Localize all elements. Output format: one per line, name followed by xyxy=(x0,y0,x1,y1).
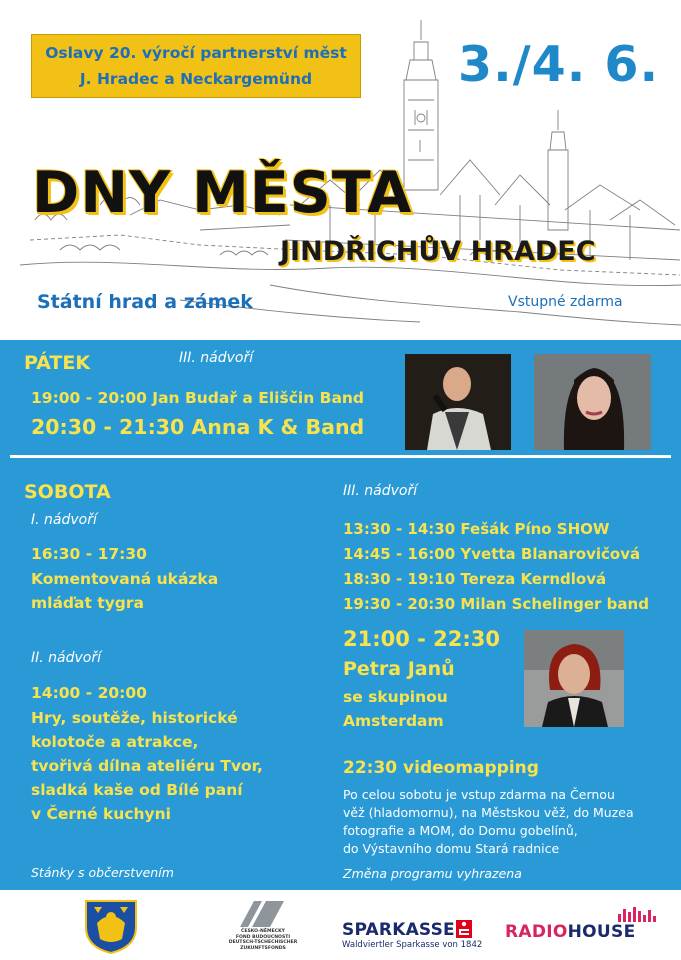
friday-heading: PÁTEK xyxy=(24,352,91,374)
radiohouse-word-a: RADIO xyxy=(505,922,568,942)
fund-line: FOND BUDOUCNOSTI xyxy=(235,934,291,940)
saturday-desc-2 xyxy=(31,706,263,826)
saturday-location-3: III. nádvoří xyxy=(343,483,418,499)
poster-title: DNY MĚSTA xyxy=(32,160,413,226)
saturday-desc-1-line: Komentovaná ukázka xyxy=(31,570,219,588)
saturday-location-1: I. nádvoří xyxy=(31,512,97,528)
saturday-desc-2-line: tvořivá dílna ateliéru Tvor, xyxy=(31,757,263,775)
venue-label: Státní hrad a zámek xyxy=(37,291,253,313)
free-entry-note-line: do Výstavního domu Stará radnice xyxy=(343,841,560,856)
free-entry-label: Vstupné zdarma xyxy=(508,294,623,310)
fund-line: DEUTSCH-TSCHECHISCHER xyxy=(228,940,298,946)
poster-subtitle: JINDŘICHŮV HRADEC xyxy=(280,236,596,267)
sparkasse-subtitle: Waldviertler Sparkasse von 1842 xyxy=(342,940,483,950)
photo-anna-k xyxy=(534,354,651,450)
saturday-event-3: 18:30 - 19:10 Tereza Kerndlová xyxy=(343,570,607,588)
saturday-time-1: 16:30 - 17:30 xyxy=(31,545,147,563)
friday-event-1: 19:00 - 20:00 Jan Budař a Eliščin Band xyxy=(31,389,365,407)
headline-artist: Petra Janů xyxy=(343,658,455,680)
saturday-time-2: 14:00 - 20:00 xyxy=(31,684,147,702)
fund-line: ZUKUNFTSFONDS xyxy=(240,945,286,951)
saturday-desc-2-line: v Černé kuchyni xyxy=(31,805,171,823)
saturday-location-2: II. nádvoří xyxy=(31,650,101,666)
photo-jan-budar xyxy=(405,354,511,450)
free-entry-note-line: věž (hladomornu), na Městskou věž, do Muzea xyxy=(343,805,634,820)
poster-header xyxy=(0,0,681,340)
saturday-heading: SOBOTA xyxy=(24,481,111,503)
fund-line: ČESKO-NĚMECKÝ xyxy=(240,929,286,934)
headline-time: 21:00 - 22:30 xyxy=(343,627,501,651)
coat-of-arms-icon xyxy=(82,897,140,955)
free-entry-note-line: Po celou sobotu je vstup zdarma na Černou xyxy=(343,787,615,802)
anniversary-line-2: J. Hradec a Neckargemünd xyxy=(79,70,313,88)
saturday-desc-2-line: sladká kaše od Bílé paní xyxy=(31,781,243,799)
future-fund-logo-icon xyxy=(232,899,292,929)
anniversary-badge xyxy=(31,34,361,98)
headline-subline-line: se skupinou xyxy=(343,688,448,706)
saturday-desc-1 xyxy=(31,567,218,615)
sparkasse-wordmark: SPARKASSE xyxy=(342,920,455,940)
anniversary-line-1: Oslavy 20. výročí partnerství měst xyxy=(45,44,347,62)
future-fund-logo xyxy=(224,929,302,951)
headline-subline-line: Amsterdam xyxy=(343,712,444,730)
headline-subline xyxy=(343,685,448,733)
saturday-desc-1-line: mláďat tygra xyxy=(31,594,144,612)
saturday-desc-2-line: kolotoče a atrakce, xyxy=(31,733,199,751)
saturday-event-1: 13:30 - 14:30 Fešák Píno SHOW xyxy=(343,520,610,538)
friday-event-2: 20:30 - 21:30 Anna K & Band xyxy=(31,415,365,439)
sparkasse-s-icon xyxy=(456,920,472,938)
radiohouse-logo xyxy=(505,922,635,942)
free-entry-note-line: fotografie a MOM, do Domu gobelínů, xyxy=(343,823,578,838)
saturday-event-4: 19:30 - 20:30 Milan Schelinger band xyxy=(343,595,649,613)
program-change-note: Změna programu vyhrazena xyxy=(343,866,522,881)
event-date: 3./4. 6. xyxy=(458,36,660,93)
friday-location: III. nádvoří xyxy=(179,350,254,366)
sparkasse-logo xyxy=(342,920,455,940)
section-divider xyxy=(10,455,671,458)
saturday-event-2: 14:45 - 16:00 Yvetta Blanarovičová xyxy=(343,545,641,563)
stalls-note: Stánky s občerstvením xyxy=(31,865,174,880)
free-entry-note xyxy=(343,786,634,858)
radiohouse-word-b: HOUSE xyxy=(567,922,636,942)
videomapping-label: 22:30 videomapping xyxy=(343,758,539,778)
saturday-desc-2-line: Hry, soutěže, historické xyxy=(31,709,238,727)
photo-petra-janu xyxy=(524,630,624,727)
